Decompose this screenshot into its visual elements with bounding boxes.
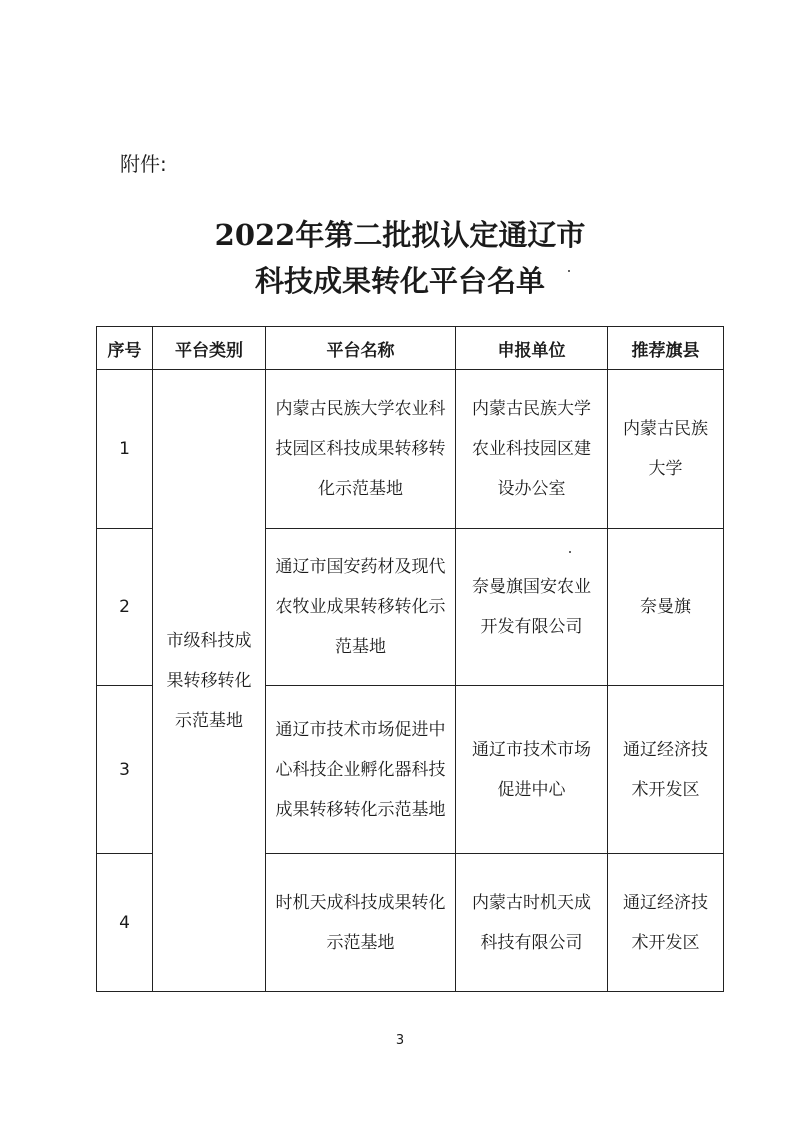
- category-text: 市级科技成果转移转化示范基地: [166, 630, 252, 731]
- attachment-label: 附件:: [120, 152, 167, 176]
- category-cell: [153, 370, 266, 992]
- table-row: [97, 370, 724, 529]
- applicant-unit: 内蒙古时机天成科技有限公司: [472, 892, 591, 953]
- document-title: [0, 212, 800, 304]
- applicant-unit-cell: [456, 854, 608, 992]
- county-cell: [608, 686, 724, 854]
- county-cell: [608, 854, 724, 992]
- applicant-unit: 奈曼旗国安农业开发有限公司: [472, 577, 591, 637]
- platform-name-cell: [266, 686, 456, 854]
- page-number: 3: [395, 1033, 405, 1048]
- county-cell: [608, 370, 724, 529]
- recommending-county: 内蒙古民族大学: [623, 419, 708, 479]
- header-category: 平台类别: [153, 327, 266, 370]
- header-platform-name: 平台名称: [266, 327, 456, 370]
- header-applicant-unit: 申报单位: [456, 327, 608, 370]
- platform-name-cell: [266, 370, 456, 529]
- platform-name: 时机天成科技成果转化示范基地: [275, 892, 446, 953]
- recommending-county: 通辽经济技术开发区: [623, 892, 708, 953]
- platform-name-cell: [266, 854, 456, 992]
- applicant-unit-cell: [456, 686, 608, 854]
- table-header-row: [97, 327, 724, 370]
- row-no: 3: [97, 686, 153, 854]
- recommending-county: 奈曼旗: [640, 597, 691, 617]
- platform-name: 通辽市国安药材及现代农牧业成果转移转化示范基地: [275, 557, 446, 657]
- applicant-unit-cell: [456, 370, 608, 529]
- applicant-unit: 内蒙古民族大学农业科技园区建设办公室: [472, 399, 591, 499]
- title-line-2: 科技成果转化平台名单: [254, 264, 545, 298]
- county-cell: [608, 529, 724, 686]
- title-line-1: 2022年第二批拟认定通辽市: [214, 218, 586, 252]
- recommending-county: 通辽经济技术开发区: [623, 739, 708, 800]
- applicant-unit: 通辽市技术市场促进中心: [472, 739, 591, 800]
- scan-speck: [569, 551, 571, 553]
- header-no: 序号: [97, 327, 153, 370]
- platform-name: 通辽市技术市场促进中心科技企业孵化器科技成果转移转化示范基地: [275, 719, 446, 820]
- row-no: 2: [97, 529, 153, 686]
- applicant-unit-cell: [456, 529, 608, 686]
- platform-name-cell: [266, 529, 456, 686]
- platform-name: 内蒙古民族大学农业科技园区科技成果转移转化示范基地: [275, 399, 446, 499]
- header-recommending-county: 推荐旗县: [608, 327, 724, 370]
- row-no: 1: [97, 370, 153, 529]
- scan-speck: [568, 270, 570, 272]
- platform-list-table: [96, 326, 724, 992]
- row-no: 4: [97, 854, 153, 992]
